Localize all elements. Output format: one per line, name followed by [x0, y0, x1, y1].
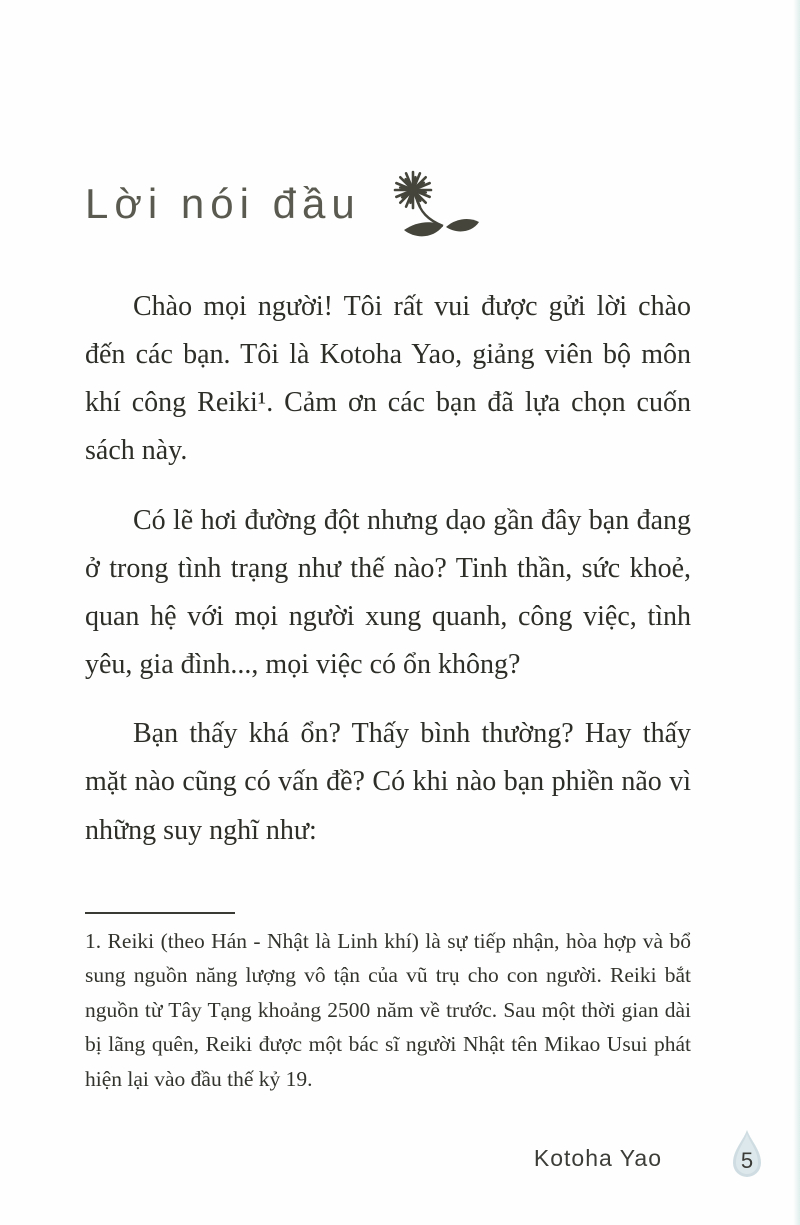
page-number: 5 [740, 1148, 754, 1173]
footnote-divider [85, 912, 235, 914]
preface-header [85, 158, 487, 249]
author-name: Kotoha Yao [533, 1145, 662, 1171]
scan-edge-tint [793, 0, 800, 1225]
page-footer [534, 1128, 762, 1180]
footnote-section [85, 912, 691, 1096]
paragraph-reflection: Bạn thấy khá ổn? Thấy bình thường? Hay thấy mặt nào cũng có vấn đề? Có khi nào bạn phiền não vì những suy nghĩ như: [85, 718, 691, 846]
page-title: Lời nói đầu [85, 179, 361, 227]
paragraph-question: Có lẽ hơi đường đột nhưng dạo gần đây bạn đang ở trong tình trạng như thế nào? Tinh thần, sức khoẻ, quan hệ với mọi người xung quanh, công việc, tình yêu, gia đình..., mọi việc có ổn không? [85, 504, 691, 681]
preface-body [85, 283, 691, 876]
paragraph-greeting: Chào mọi người! Tôi rất vui được gửi lời chào đến các bạn. Tôi là Kotoha Yao, giảng viên bộ môn khí công Reiki¹. Cảm ơn các bạn đã lựa chọn cuốn sách này. [85, 291, 691, 467]
dandelion-flower-icon [375, 164, 487, 249]
water-drop-icon [732, 1128, 762, 1180]
footnote-text: 1. Reiki (theo Hán - Nhật là Linh khí) là sự tiếp nhận, hòa hợp và bổ sung nguồn năng lượng vô tận của vũ trụ cho con người. Reiki bắt nguồn từ Tây Tạng khoảng 2500 năm về trước. Sau một thời gian dài bị lãng quên, Reiki được một bác sĩ người Nhật tên Mikao Usui phát hiện lại vào đầu thế kỷ 19. [85, 929, 691, 1091]
